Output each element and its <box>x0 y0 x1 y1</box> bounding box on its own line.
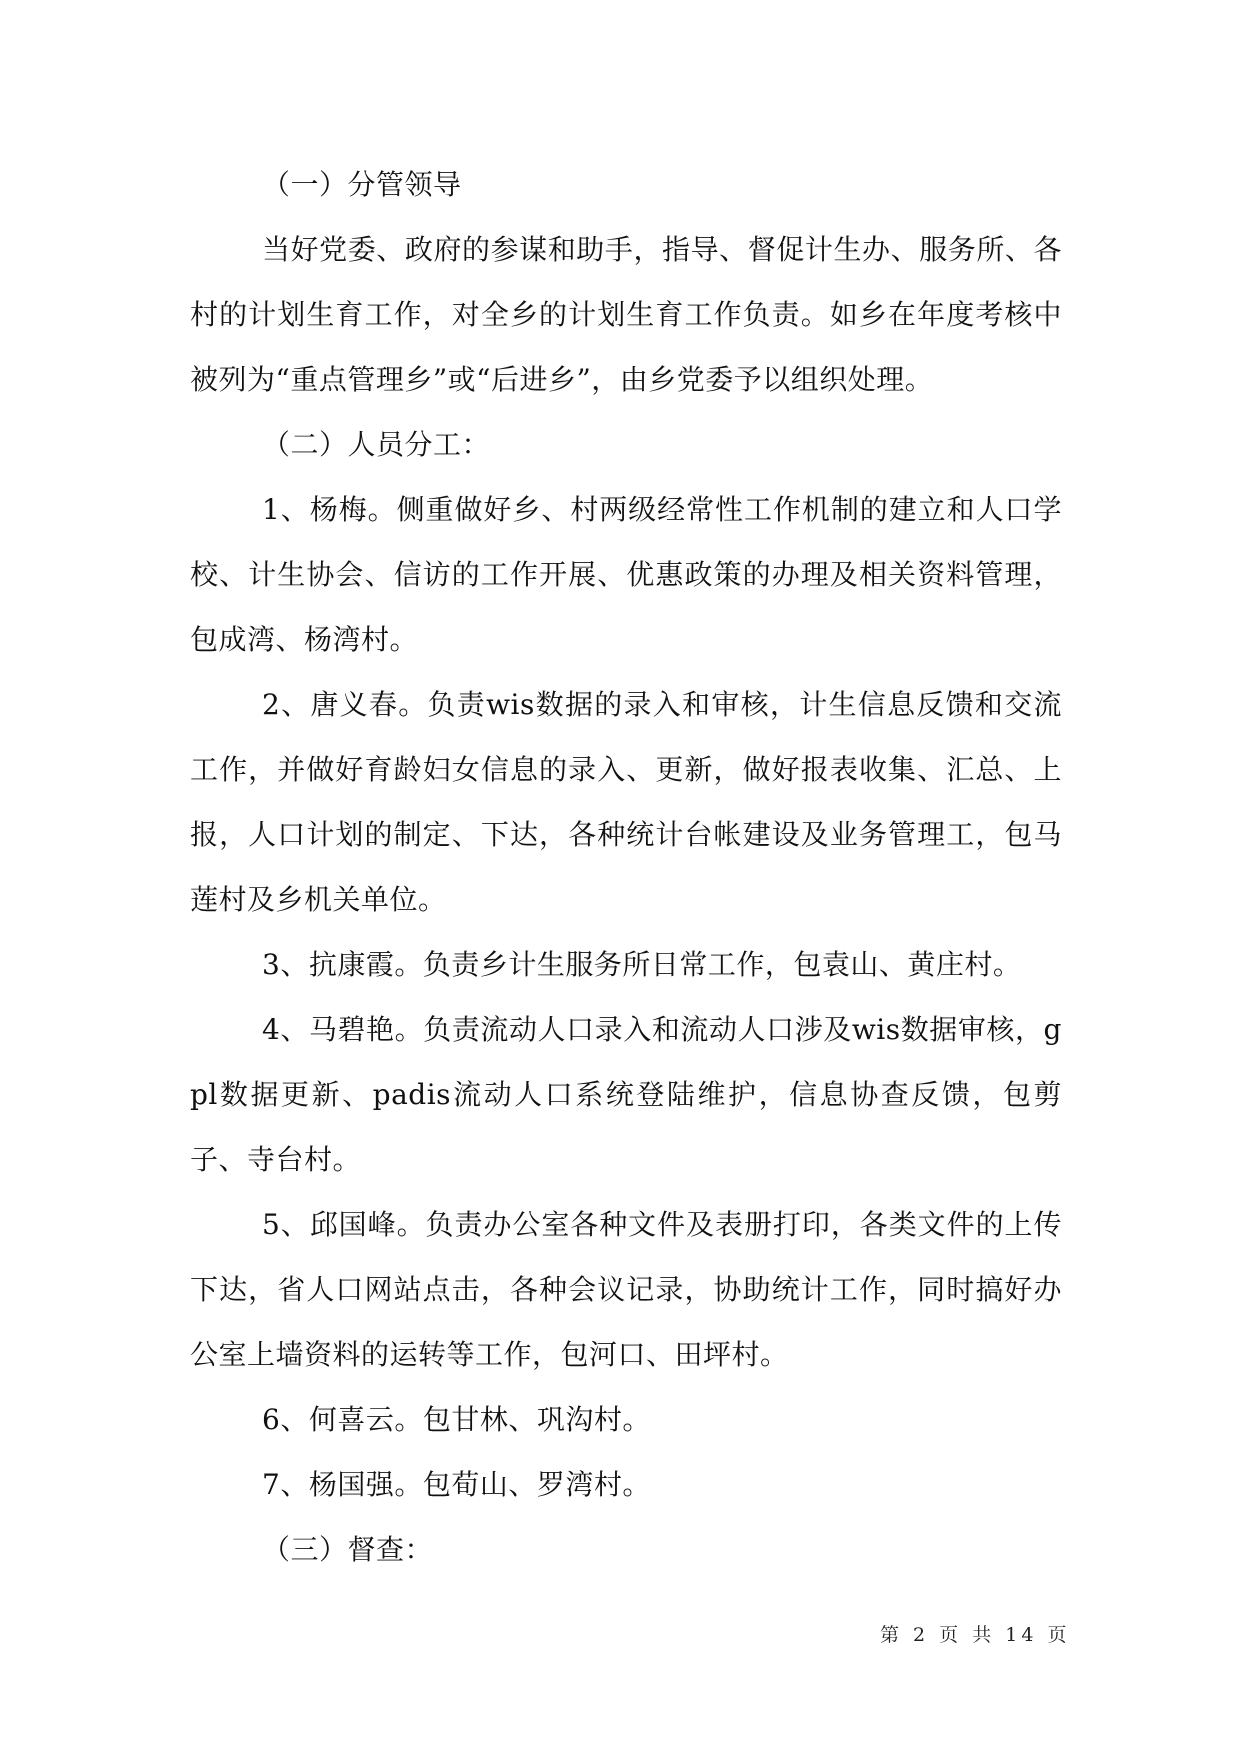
page-number-footer: 第 2 页 共 14 页 <box>880 1624 1071 1646</box>
document-body <box>190 152 1062 1582</box>
paragraph-leadership-duties: 当好党委、政府的参谋和助手，指导、督促计生办、服务所、各村的计划生育工作，对全乡的计划生育工作负责。如乡在年度考核中被列为“重点管理乡”或“后进乡”，由乡党委予以组织处理。 <box>190 233 1062 396</box>
section-heading-leadership: （一）分管领导 <box>262 168 462 201</box>
section-heading-division-of-labor: （二）人员分工： <box>262 428 491 461</box>
paragraph-staff-1: 1、杨梅。侧重做好乡、村两级经常性工作机制的建立和人口学校、计生协会、信访的工作开展、优惠政策的办理及相关资料管理，包成湾、杨湾村。 <box>190 493 1062 656</box>
paragraph-staff-7: 7、杨国强。包荀山、罗湾村。 <box>262 1468 651 1501</box>
paragraph-staff-6: 6、何喜云。包甘林、巩沟村。 <box>262 1403 651 1436</box>
section-heading-supervision: （三）督查： <box>262 1533 434 1566</box>
paragraph-staff-3: 3、抗康霞。负责乡计生服务所日常工作，包袁山、黄庄村。 <box>262 948 1022 981</box>
paragraph-staff-2: 2、唐义春。负责wis数据的录入和审核，计生信息反馈和交流工作，并做好育龄妇女信息的录入、更新，做好报表收集、汇总、上报，人口计划的制定、下达，各种统计台帐建设及业务管理工，包马莲村及乡机关单位。 <box>190 688 1062 916</box>
paragraph-staff-5: 5、邱国峰。负责办公室各种文件及表册打印，各类文件的上传下达，省人口网站点击，各种会议记录，协助统计工作，同时搞好办公室上墙资料的运转等工作，包河口、田坪村。 <box>190 1208 1062 1371</box>
paragraph-staff-4: 4、马碧艳。负责流动人口录入和流动人口涉及wis数据审核，gpl数据更新、padis流动人口系统登陆维护，信息协查反馈，包剪子、寺台村。 <box>190 1013 1062 1176</box>
